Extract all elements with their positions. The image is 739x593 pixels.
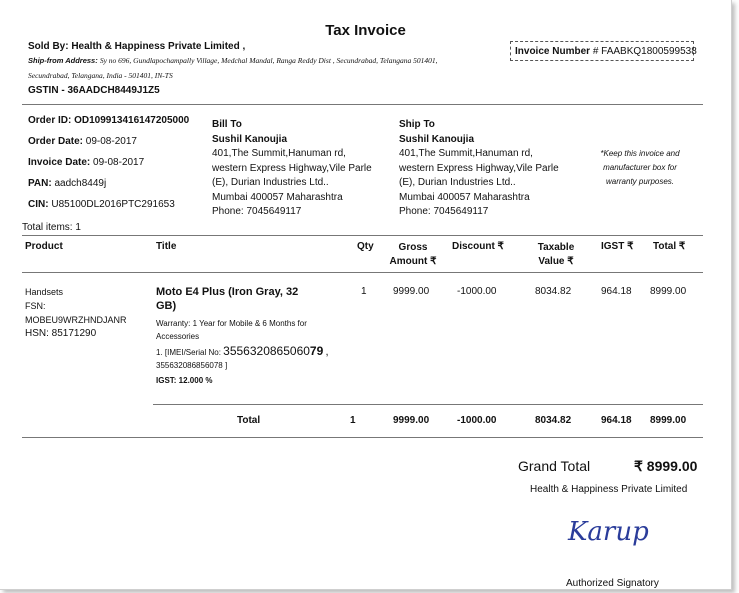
item-imei	[156, 344, 329, 358]
order-id: Order ID: OD109913416147205000	[28, 115, 190, 126]
imei-main: 3556320865060	[223, 344, 310, 358]
product-fsn: MOBEU9WRZHNDJANR	[25, 315, 127, 325]
ship-from-label: Ship-from Address:	[28, 56, 98, 65]
authorized-signatory: Authorized Signatory	[566, 578, 659, 589]
bill-to-heading: Bill To	[212, 119, 242, 130]
ship-from-line2: Secundrabad, Telangana, India - 501401, IN-TS	[28, 71, 173, 80]
row-total: 8999.00	[650, 286, 687, 297]
header-taxable	[528, 241, 584, 269]
totals-taxable: 8034.82	[535, 415, 572, 426]
row-taxable: 8034.82	[535, 286, 572, 297]
product-fsn-label: FSN:	[25, 301, 46, 311]
imei-prefix: 1. [IMEI/Serial No:	[156, 348, 221, 357]
invoice-number-value: # FAABKQ1800599538	[592, 46, 697, 57]
warranty-note-line1: *Keep this invoice and	[600, 149, 680, 158]
totals-igst: 964.18	[601, 415, 632, 426]
grand-total-value: ₹ 8999.00	[634, 458, 698, 474]
header-igst: IGST ₹	[601, 241, 634, 252]
product-category: Handsets	[25, 287, 64, 297]
order-date-label: Order Date:	[28, 136, 84, 147]
warranty-note	[585, 147, 695, 189]
ship-to-block	[399, 118, 559, 220]
imei-suffix: ,	[325, 346, 329, 358]
item-warranty-line2: Accessories	[156, 332, 200, 341]
divider-top	[22, 104, 703, 105]
invoice-date-value: 09-08-2017	[93, 157, 145, 168]
invoice-date-label: Invoice Date:	[28, 157, 91, 168]
divider-table-top	[22, 235, 703, 236]
header-total: Total ₹	[653, 241, 686, 252]
header-gross-line2: Amount ₹	[389, 256, 437, 267]
bill-to-line4: Mumbai 400057 Maharashtra	[212, 191, 343, 203]
order-date-value: 09-08-2017	[85, 136, 137, 147]
totals-label: Total	[237, 415, 261, 426]
bill-to-name: Sushil Kanoujia	[212, 133, 288, 145]
row-qty: 1	[361, 286, 367, 297]
invoice-date	[28, 157, 144, 168]
item-warranty-line1: Warranty: 1 Year for Mobile & 6 Months for	[156, 319, 307, 328]
ship-to-name: Sushil Kanoujia	[399, 133, 475, 145]
totals-gross: 9999.00	[393, 415, 430, 426]
header-discount: Discount ₹	[452, 241, 504, 252]
bill-to-line3: (E), Durian Industries Ltd..	[212, 177, 329, 188]
sold-by: Sold By: Health & Happiness Private Limited ,	[28, 41, 246, 52]
bill-to-line1: 401,The Summit,Hanuman rd,	[212, 148, 346, 159]
cin-label: CIN:	[28, 199, 49, 210]
ship-from-address	[28, 56, 438, 65]
signature-text: Karup	[568, 517, 649, 547]
invoice-number-box	[510, 41, 697, 61]
totals-total: 8999.00	[650, 415, 687, 426]
invoice-number-label: Invoice Number	[515, 46, 591, 57]
product-cell	[25, 285, 127, 341]
imei-bold: 79	[309, 344, 324, 358]
header-taxable-line1: Taxable	[537, 242, 575, 253]
row-igst: 964.18	[601, 286, 632, 297]
signature	[566, 506, 670, 552]
pan-value: aadch8449j	[54, 178, 107, 189]
bill-to-line2: western Express Highway,Vile Parle	[212, 162, 372, 174]
pan-label: PAN:	[28, 178, 52, 189]
warranty-note-line2: manufacturer box for	[603, 163, 677, 172]
total-items: Total items: 1	[22, 222, 81, 233]
item-imei-second: 355632086856078 ]	[156, 361, 228, 370]
ship-to-line1: 401,The Summit,Hanuman rd,	[399, 148, 533, 159]
grand-total-label: Grand Total	[518, 458, 591, 474]
item-warranty	[156, 317, 307, 343]
gstin: GSTIN - 36AADCH8449J1Z5	[28, 85, 160, 96]
pan	[28, 178, 106, 189]
row-discount: -1000.00	[457, 286, 497, 297]
ship-to-line4: Mumbai 400057 Maharashtra	[399, 191, 530, 203]
cin	[28, 199, 175, 210]
row-gross: 9999.00	[393, 286, 430, 297]
ship-from-line1: Sy no 696, Gundlapochampally Village, Medchal Mandal, Ranga Reddy Dist , Secundrabad, Telangana 501401,	[99, 56, 438, 65]
warranty-note-line3: warranty purposes.	[605, 177, 675, 186]
item-title-line1: Moto E4 Plus (Iron Gray, 32	[156, 286, 299, 298]
item-title-line2: GB)	[156, 300, 177, 312]
seller-company: Health & Happiness Private Limited	[530, 484, 688, 495]
header-gross	[385, 241, 441, 269]
invoice-title: Tax Invoice	[325, 22, 406, 39]
product-hsn: HSN: 85171290	[25, 328, 97, 339]
cin-value: U85100DL2016PTC291653	[51, 199, 175, 210]
ship-to-line2: western Express Highway,Vile Parle	[399, 162, 559, 174]
header-product: Product	[25, 241, 63, 252]
item-title	[156, 285, 298, 313]
ship-to-heading: Ship To	[399, 119, 435, 130]
item-igst-rate: IGST: 12.000 %	[156, 376, 213, 385]
totals-discount: -1000.00	[457, 415, 497, 426]
bill-to-block	[212, 118, 372, 220]
header-title: Title	[156, 241, 177, 252]
divider-table-bottom	[22, 437, 703, 438]
bill-to-phone: Phone: 7045649117	[212, 206, 302, 217]
divider-row-bottom	[153, 404, 703, 405]
order-date	[28, 136, 137, 147]
ship-to-phone: Phone: 7045649117	[399, 206, 489, 217]
divider-header-bottom	[22, 272, 703, 273]
totals-qty: 1	[350, 415, 356, 426]
header-gross-line1: Gross	[398, 242, 428, 253]
header-qty: Qty	[357, 241, 374, 252]
ship-to-line3: (E), Durian Industries Ltd..	[399, 177, 516, 188]
header-taxable-line2: Value ₹	[538, 256, 574, 267]
